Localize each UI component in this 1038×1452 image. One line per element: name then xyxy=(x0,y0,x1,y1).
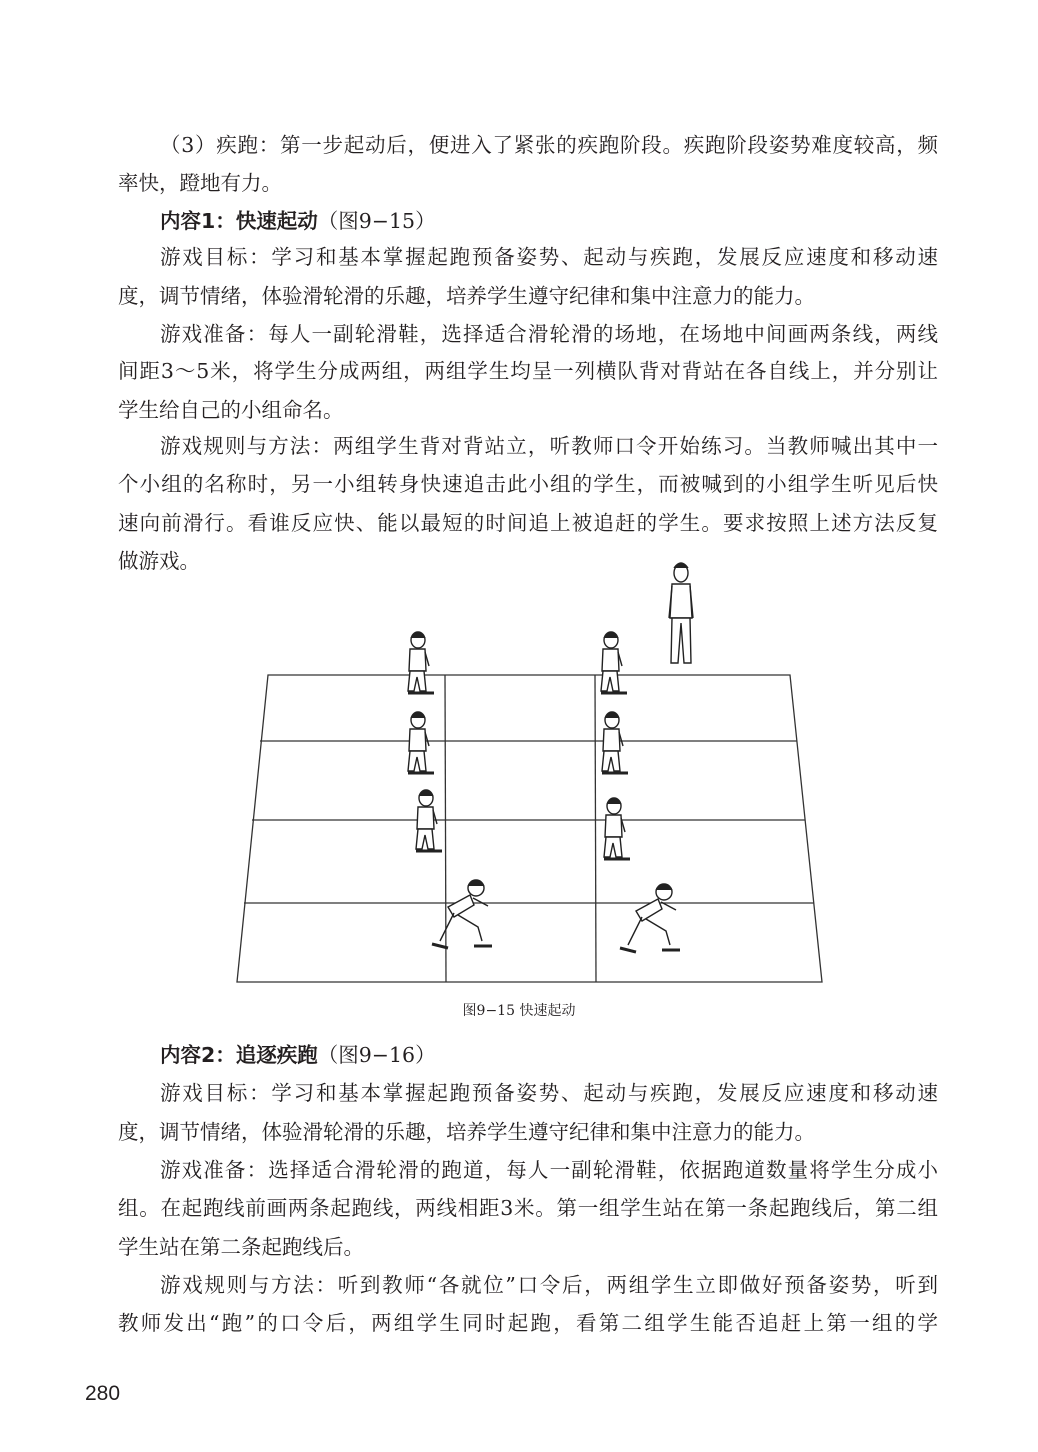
heading-text: 内容1：快速起动 xyxy=(160,209,318,233)
text-line: 度，调节情绪，体验滑轮滑的乐趣，培养学生遵守纪律和集中注意力的能力。 xyxy=(118,1120,815,1144)
text-line: 游戏规则与方法：两组学生背对背站立，听教师口令开始练习。当教师喊出其中一 xyxy=(160,434,938,458)
figure-quick-start xyxy=(230,555,830,990)
field-line xyxy=(445,675,446,982)
skater-figure xyxy=(408,712,434,773)
skater-figure xyxy=(604,798,630,859)
text-line: 游戏准备：每人一副轮滑鞋，选择适合滑轮滑的场地，在场地中间画两条线，两线 xyxy=(160,322,938,346)
text-line: 学生站在第二条起跑线后。 xyxy=(118,1235,364,1259)
content2-heading xyxy=(160,1036,938,1074)
skater-figure xyxy=(601,632,627,693)
figure-ref: （图9−16） xyxy=(317,1043,436,1067)
skater-figure xyxy=(602,712,628,773)
text-line: 速向前滑行。看谁反应快、能以最短的时间追上被追赶的学生。要求按照上述方法反复 xyxy=(118,511,938,535)
text-line: 组。在起跑线前画两条起跑线，两线相距3米。第一组学生站在第一条起跑线后，第二组 xyxy=(118,1196,938,1220)
page-number: 280 xyxy=(85,1382,121,1405)
field-line xyxy=(595,675,596,982)
content1-heading xyxy=(160,202,938,240)
skater-figure xyxy=(408,632,434,693)
text-line: 学生给自己的小组命名。 xyxy=(118,398,344,422)
teacher-figure xyxy=(669,563,693,663)
text-line: 做游戏。 xyxy=(118,549,200,573)
text-line: 间距3～5米，将学生分成两组，两组学生均呈一列横队背对背站在各自线上，并分别让 xyxy=(118,359,938,383)
text-line: 教师发出“跑”的口令后，两组学生同时起跑，看第二组学生能否追赶上第一组的学 xyxy=(118,1311,938,1335)
field-outline xyxy=(237,675,822,982)
skater-figure xyxy=(432,880,492,948)
text-line: 游戏准备：选择适合滑轮滑的跑道，每人一副轮滑鞋，依据跑道数量将学生分成小 xyxy=(160,1158,938,1182)
text-line: 率快，蹬地有力。 xyxy=(118,171,282,195)
heading-text: 内容2：追逐疾跑 xyxy=(160,1043,318,1067)
text-line: 个小组的名称时，另一小组转身快速追击此小组的学生，而被喊到的小组学生听见后快 xyxy=(118,472,938,496)
text-line: （3）疾跑：第一步起动后，便进入了紧张的疾跑阶段。疾跑阶段姿势难度较高，频 xyxy=(160,133,938,157)
text-line: 游戏规则与方法：听到教师“各就位”口令后，两组学生立即做好预备姿势，听到 xyxy=(160,1273,938,1297)
skater-figure xyxy=(620,884,680,952)
text-line: 游戏目标：学习和基本掌握起跑预备姿势、起动与疾跑，发展反应速度和移动速 xyxy=(160,245,938,269)
figure-caption: 图9−15 快速起动 xyxy=(462,1003,576,1019)
text-line: 度，调节情绪，体验滑轮滑的乐趣，培养学生遵守纪律和集中注意力的能力。 xyxy=(118,284,815,308)
text-line: 游戏目标：学习和基本掌握起跑预备姿势、起动与疾跑，发展反应速度和移动速 xyxy=(160,1081,938,1105)
figure-ref: （图9−15） xyxy=(317,209,436,233)
